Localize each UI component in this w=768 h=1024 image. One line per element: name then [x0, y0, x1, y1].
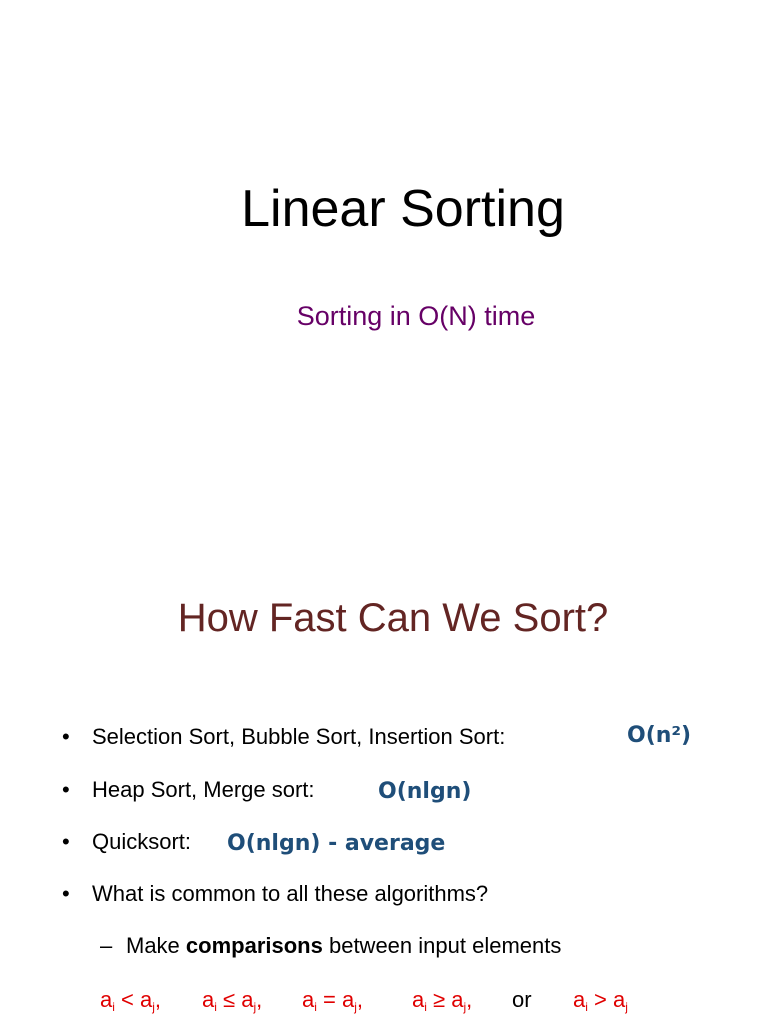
sub-bullet-item [100, 933, 561, 959]
bullet-dot-icon: • [62, 881, 70, 906]
comparison-or-label: or [512, 987, 532, 1012]
bullet-item [62, 829, 191, 855]
comparison-less-equal: $a_i \le a_j$, [202, 987, 263, 1014]
complexity-label: O(nlgn) - average [227, 831, 446, 856]
bullet-item [62, 777, 315, 803]
sub-bullet-prefix: Make [126, 933, 186, 958]
comparison-greater-than: $a_i > a_j$ [573, 987, 628, 1014]
bullet-item [62, 724, 505, 750]
slide-title: Linear Sorting [241, 180, 565, 238]
slide-subtitle: Sorting in O(N) time [296, 301, 536, 331]
sub-bullet-suffix: between input elements [322, 933, 562, 958]
comparison-greater-equal: $a_i \ge a_j$, [412, 987, 473, 1014]
bullet-text: Quicksort: [92, 829, 192, 854]
complexity-label: O(n²) [627, 723, 692, 748]
bullet-text: What is common to all these algorithms? [92, 881, 489, 906]
bullet-dot-icon: • [62, 777, 70, 802]
bullet-text: Heap Sort, Merge sort: [92, 777, 315, 802]
bullet-text: Selection Sort, Bubble Sort, Insertion Sort: [92, 724, 506, 749]
slide-how-fast [0, 560, 768, 1024]
bullet-dot-icon: • [62, 829, 70, 854]
slide-title: How Fast Can We Sort? [177, 596, 609, 640]
bullet-dot-icon: • [62, 724, 70, 749]
complexity-label: O(nlgn) [378, 779, 472, 804]
sub-bullet-bold: comparisons [185, 933, 323, 958]
comparison-equal: $a_i = a_j$, [302, 987, 364, 1014]
comparison-less-than: $a_i < a_j$, [100, 987, 162, 1014]
bullet-item [62, 881, 488, 907]
dash-icon: – [100, 933, 113, 958]
